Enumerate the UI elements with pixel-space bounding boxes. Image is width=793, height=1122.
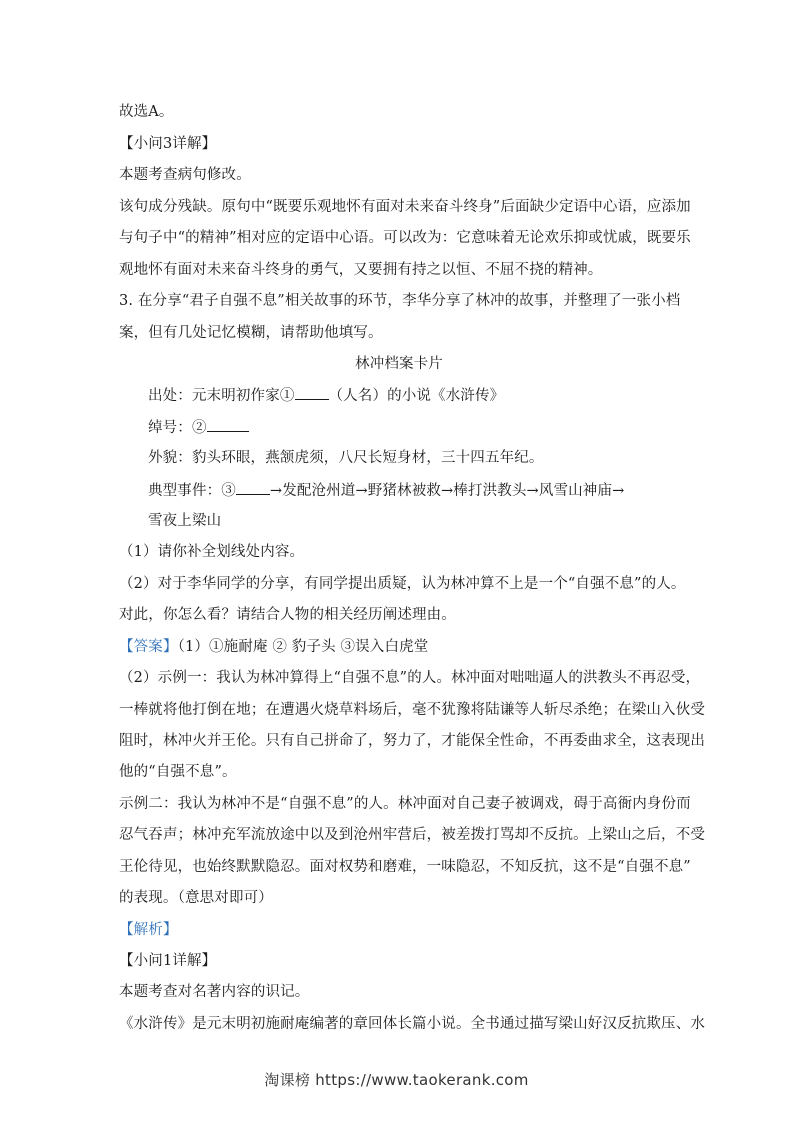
card-appearance-row: 外貌：豹头环眼，燕颔虎须，八尺长短身材，三十四五年纪。 [148, 450, 544, 466]
subsection-heading: 【小问1详解】 [119, 953, 217, 969]
card-events-row [148, 480, 708, 501]
text-line: 本题考查对名著内容的识记。 [119, 984, 310, 1000]
sub-question-2-continued: 对此，你怎么看？请结合人物的相关经历阐述理由。 [119, 607, 456, 623]
subsection-heading: 【小问3详解】 [119, 136, 217, 152]
answer-row [119, 637, 679, 657]
text-line: 《水浒传》是元末明初施耐庵编著的章回体长篇小说。全书通过描写梁山好汉反抗欺压、水 [119, 1016, 705, 1032]
answer-text: 他的“自强不息”。 [119, 764, 237, 780]
card-events-continued: 雪夜上梁山 [148, 513, 222, 529]
text-line: 观地怀有面对未来奋斗终身的勇气，又要拥有持之以恒、不屈不挠的精神。 [119, 262, 603, 278]
analysis-label: 【解析】 [119, 922, 178, 938]
blank-3 [236, 480, 270, 495]
answer-part-1: （1）①施耐庵 ② 豹子头 ③误入白虎堂 [177, 639, 429, 655]
card-events-list: →发配沧州道→野猪林被救→棒打洪教头→风雪山神庙→ [269, 483, 625, 499]
text-line: 与句子中“的精神”相对应的定语中心语。可以改为：它意味着无论欢乐抑或忧戚，既要乐 [119, 230, 691, 246]
text-line: 故选A。 [119, 104, 174, 120]
card-source-label: 出处：元末明初作家① [148, 388, 295, 404]
answer-text: 示例二：我认为林冲不是“自强不息”的人。林冲面对自己妻子被调戏，碍于高衙内身份而 [119, 796, 691, 812]
card-events-label: 典型事件：③ [148, 483, 236, 499]
answer-text: （2）示例一：我认为林冲算得上“自强不息”的人。林冲面对咄咄逼人的洪教头不再忍受， [119, 670, 701, 686]
blank-2 [207, 417, 249, 432]
text-line: 本题考查病句修改。 [119, 167, 251, 183]
answer-text: 忍气吞声；林冲充军流放途中以及到沧州牢营后，被差拨打骂却不反抗。上梁山之后，不受 [119, 827, 705, 843]
text-line: 该句成分残缺。原句中“既要乐观地怀有面对未来奋斗终身”后面缺少定语中心语，应添加 [119, 199, 691, 215]
blank-1 [295, 385, 329, 400]
answer-text: 阻时，林冲火并王伦。只有自己拼命了，努力了，才能保全性命，不再委曲求全，这表现出 [119, 733, 705, 749]
card-source-row [148, 385, 708, 406]
sub-question-2: （2）对于李华同学的分享，有同学提出质疑，认为林冲算不上是一个“自强不息”的人。 [119, 576, 686, 592]
answer-text: 的表现。（意思对即可） [119, 890, 273, 906]
question-text: 3. 在分享“君子自强不息”相关故事的环节，李华分享了林冲的故事，并整理了一张小档 [119, 293, 681, 309]
card-title: 林冲档案卡片 [355, 356, 443, 372]
answer-text: 一棒就将他打倒在地；在遭遇火烧草料场后，毫不犹豫将陆谦等人斩尽杀绝；在梁山入伙受 [119, 702, 705, 718]
answer-text: 王伦待见，也始终默默隐忍。面对权势和磨难，一味隐忍，不知反抗，这不是“自强不息” [119, 859, 691, 875]
footer-watermark: 淘课榜 https://www.taokerank.com [264, 1071, 529, 1089]
card-nickname-row [148, 417, 708, 438]
answer-label: 【答案】 [119, 639, 178, 655]
card-source-suffix: （人名）的小说《水浒传》 [328, 388, 505, 404]
card-nickname-label: 绰号：② [148, 420, 207, 436]
sub-question-1: （1）请你补全划线处内容。 [119, 544, 305, 560]
question-text: 案，但有几处记忆模糊，请帮助他填写。 [119, 325, 383, 341]
